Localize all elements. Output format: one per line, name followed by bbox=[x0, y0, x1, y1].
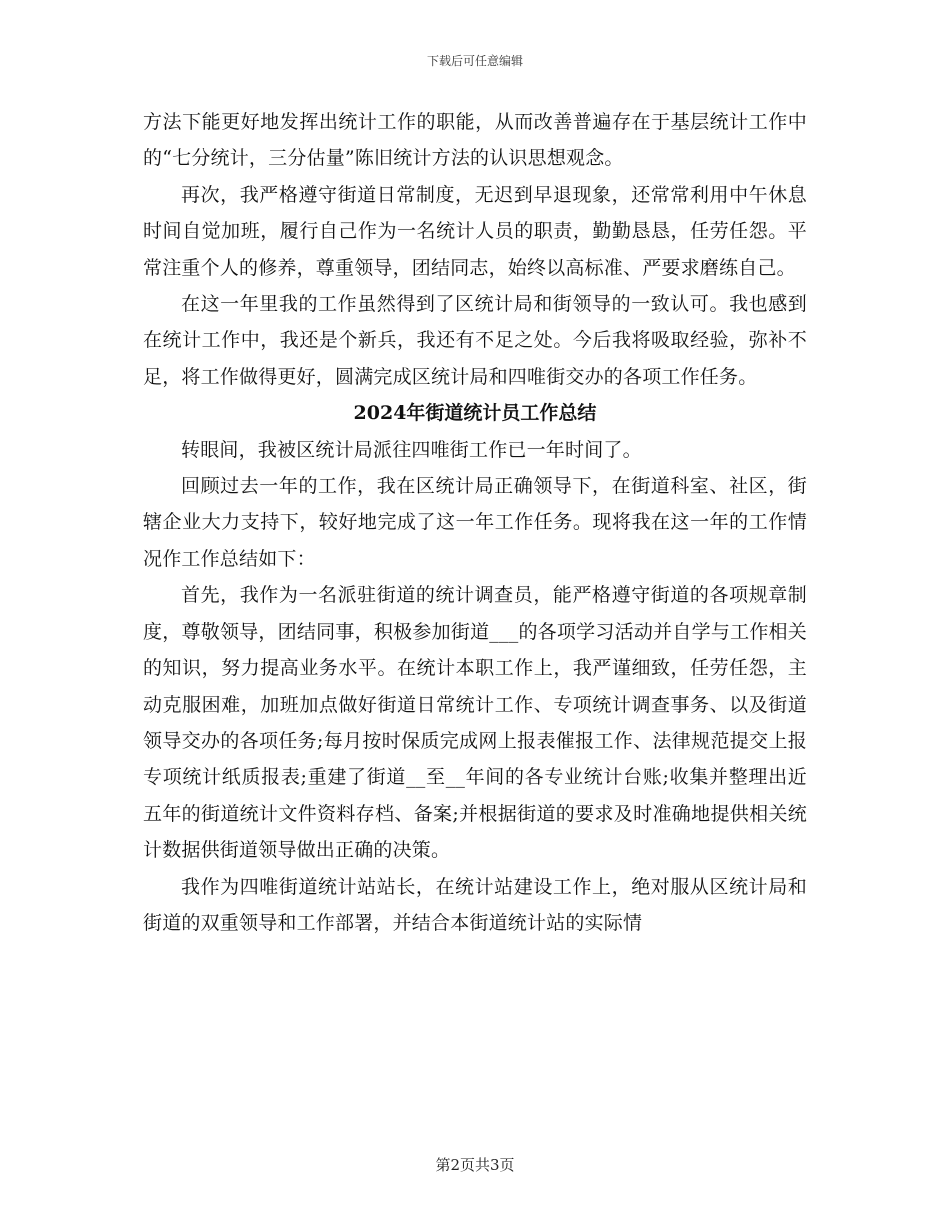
paragraph: 我作为四唯街道统计站站长，在统计站建设工作上，绝对服从区统计局和街道的双重领导和工作部署，并结合本街道统计站的实际情 bbox=[143, 875, 807, 934]
paragraph-continued: 方法下能更好地发挥出统计工作的职能，从而改善普遍存在于基层统计工作中的“七分统计，三分估量”陈旧统计方法的认识思想观念。 bbox=[143, 111, 807, 170]
page-number: 第2页共3页 bbox=[435, 1156, 515, 1174]
paragraph: 回顾过去一年的工作，我在区统计局正确领导下，在街道科室、社区，街辖企业大力支持下，较好地完成了这一年工作任务。现将我在这一年的工作情况作工作总结如下： bbox=[143, 475, 807, 570]
document-body bbox=[143, 104, 807, 941]
paragraph: 在这一年里我的工作虽然得到了区统计局和街领导的一致认可。我也感到在统计工作中，我还是个新兵，我还有不足之处。今后我将吸取经验，弥补不足，将工作做得更好，圆满完成区统计局和四唯街交办的各项工作任务。 bbox=[143, 293, 807, 388]
page-header: 下载后可任意编辑 bbox=[426, 54, 523, 68]
paragraph: 转眼间，我被区统计局派往四唯街工作已一年时间了。 bbox=[181, 438, 642, 461]
paragraph: 再次，我严格遵守街道日常制度，无迟到早退现象，还常常利用中午休息时间自觉加班，履行自己作为一名统计人员的职责，勤勤恳恳，任劳任怨。平常注重个人的修养，尊重领导，团结同志，始终以高标准、严要求磨练自己。 bbox=[143, 183, 807, 279]
paragraph: 首先，我作为一名派驻街道的统计调查员，能严格遵守街道的各项规章制度，尊敬领导，团结同事，积极参加街道___的各项学习活动并自学与工作相关的知识，努力提高业务水平。在统计本职工作上，我严谨细致，任劳任怨，主动克服困难，加班加点做好街道日常统计工作、专项统计调查事务、以及街道领导交办的各项任务;每月按时保质完成网上报表催报工作、法律规范提交上报专项统计纸质报表;重建了街道__至__年间的各专业统计台账;收集并整理出近五年的街道统计文件资料存档、备案;并根据街道的要求及时准确地提供相关统计数据供街道领导做出正确的决策。 bbox=[143, 584, 807, 862]
section-title: 2024年街道统计员工作总结 bbox=[353, 402, 597, 425]
